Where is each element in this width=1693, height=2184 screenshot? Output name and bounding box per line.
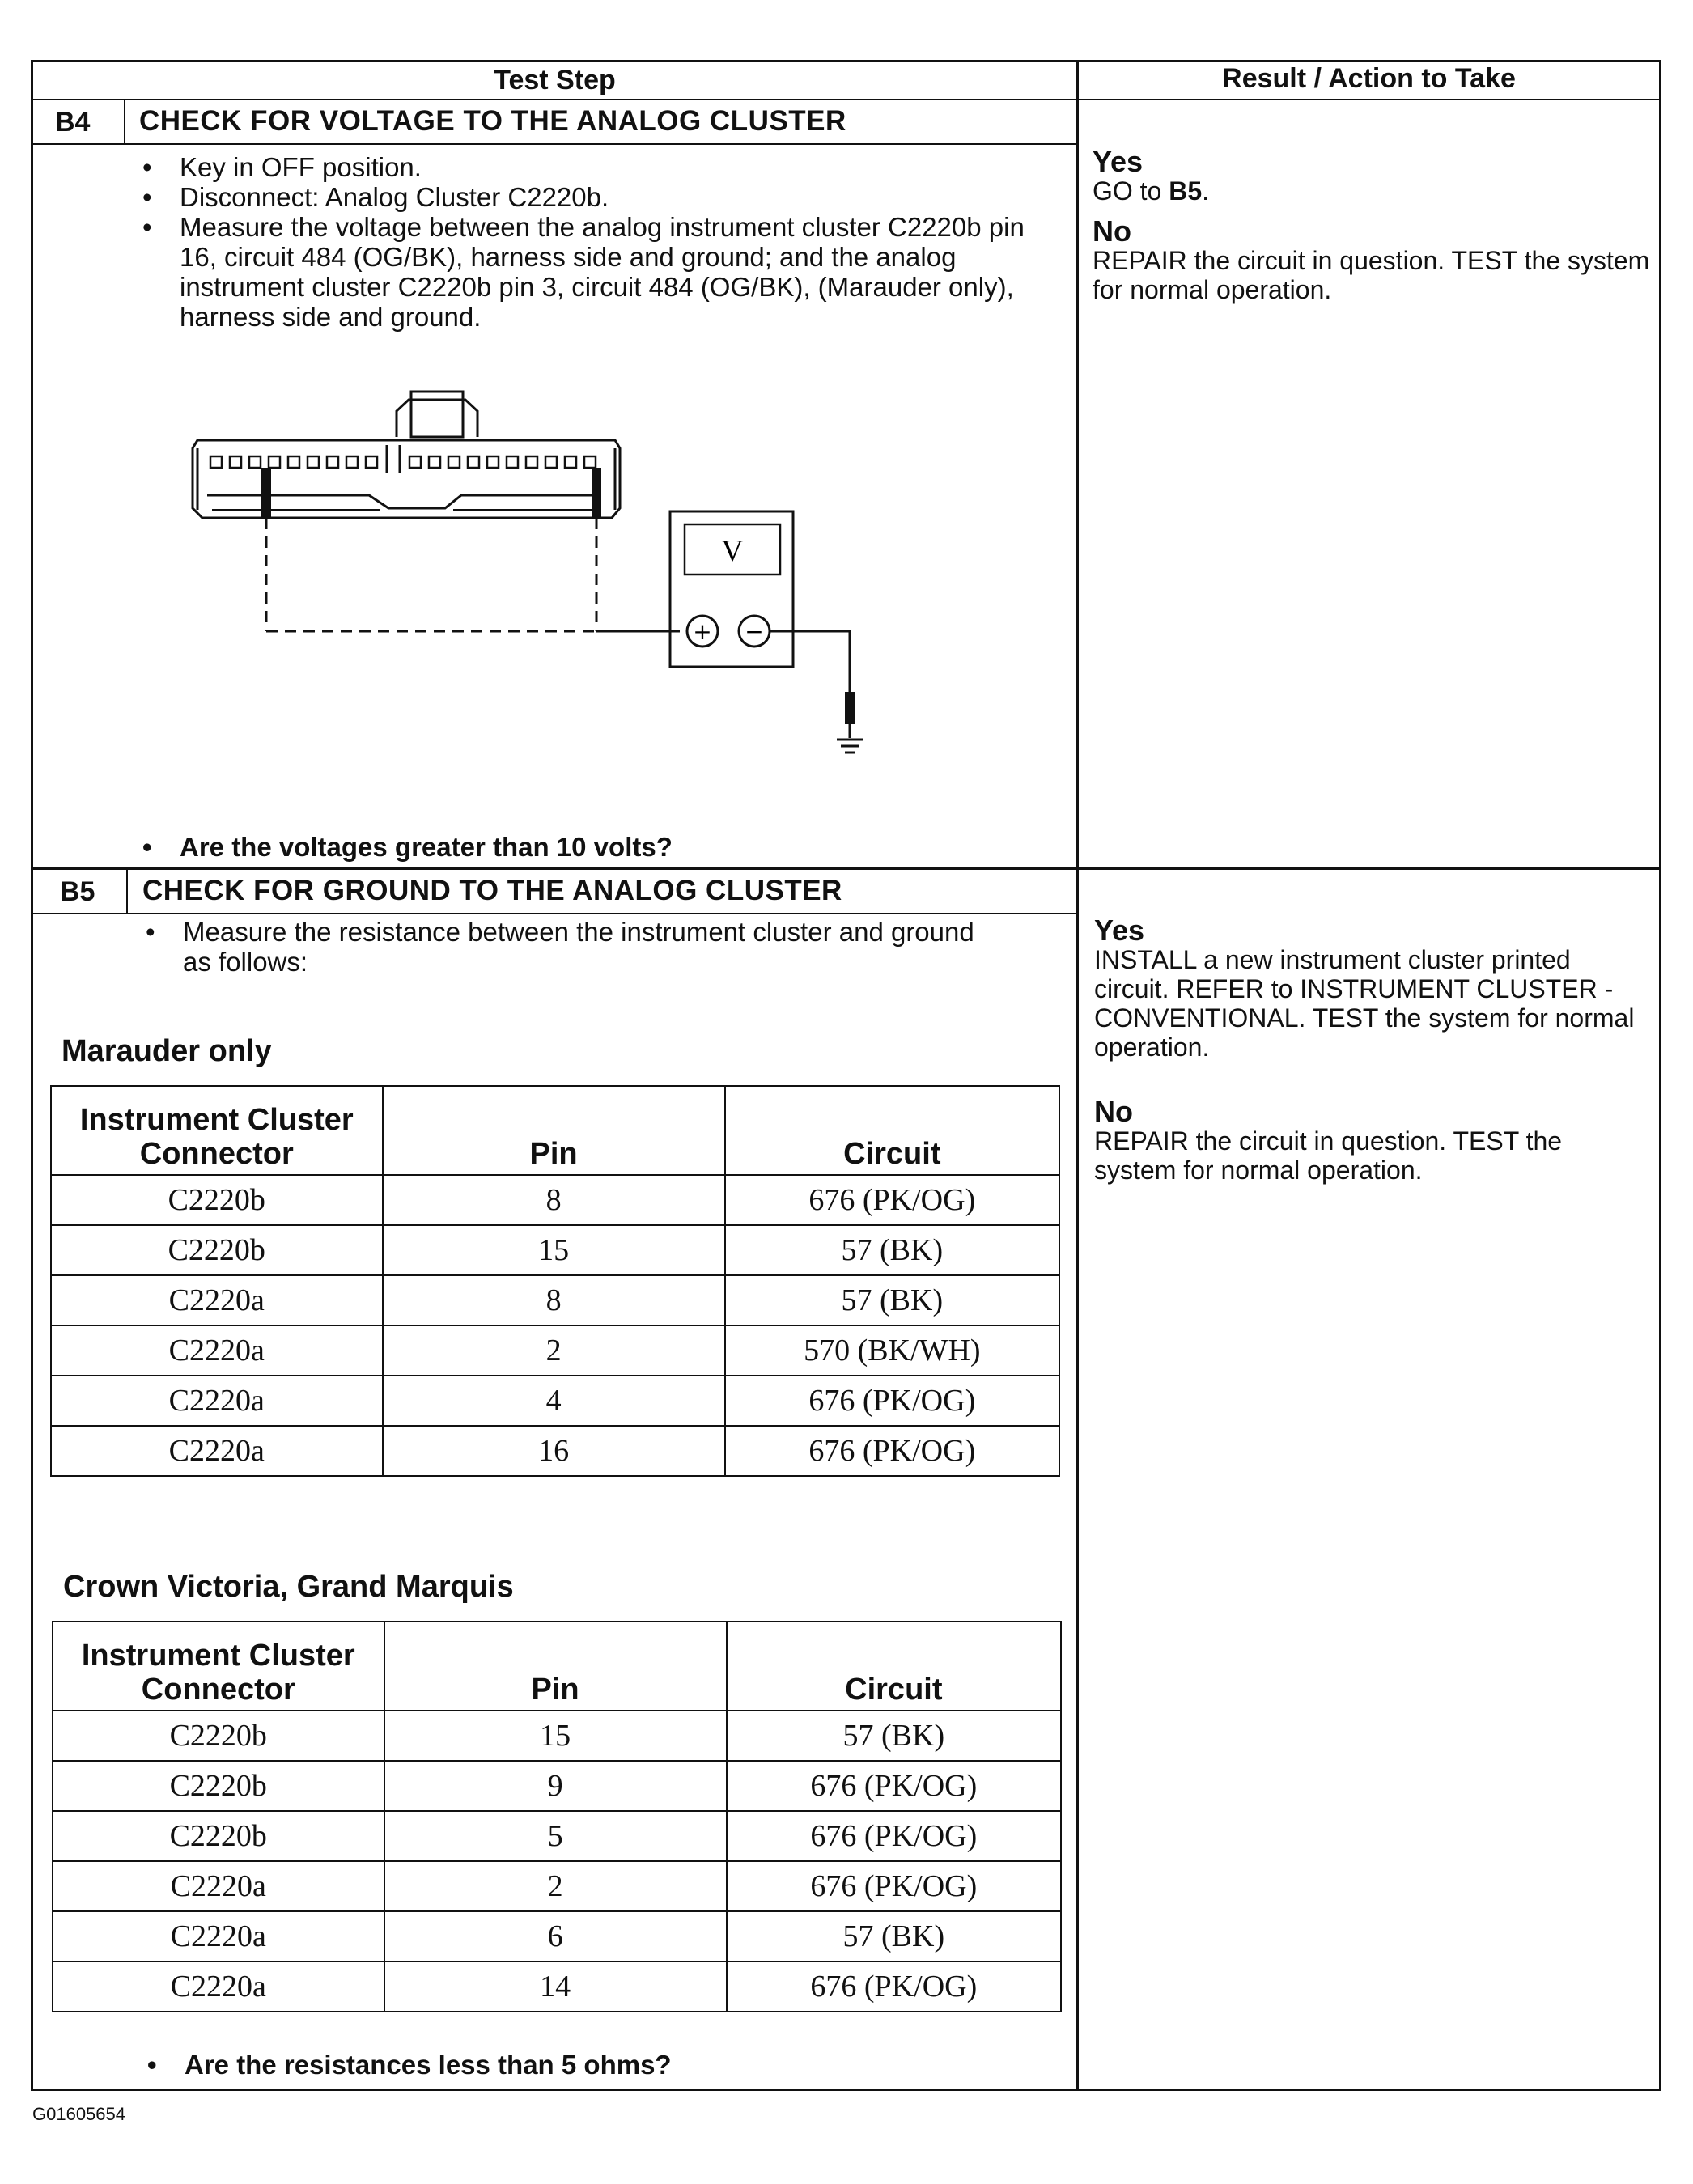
b4-result: [1093, 147, 1651, 304]
table-row: [53, 1811, 1061, 1861]
cell-connector: C2220b: [53, 1711, 384, 1761]
cell-pin: 15: [384, 1711, 727, 1761]
b5-intro-list: [138, 917, 987, 977]
cell-pin: 4: [383, 1376, 725, 1426]
cell-circuit: 57 (BK): [727, 1711, 1061, 1761]
b4-yes-goto-step: B5: [1169, 176, 1203, 206]
cell-circuit: 57 (BK): [725, 1275, 1059, 1325]
table-crown-victoria-header-connector: Instrument Cluster Connector: [53, 1622, 384, 1711]
frame-bottom: [31, 2089, 1661, 2091]
cell-circuit: 57 (BK): [727, 1911, 1061, 1961]
table-crown-victoria: [52, 1621, 1062, 2012]
table-marauder-header-connector: Instrument Cluster Connector: [51, 1086, 383, 1175]
cell-pin: 9: [384, 1761, 727, 1811]
b5-yes-action: INSTALL a new instrument cluster printed circuit. REFER to INSTRUMENT CLUSTER - CONVENTIONAL. TEST the system for normal operation.: [1094, 945, 1635, 1062]
table-row: [51, 1325, 1059, 1376]
table-row: [51, 1275, 1059, 1325]
table-row: [53, 1761, 1061, 1811]
cell-circuit: 676 (PK/OG): [725, 1175, 1059, 1225]
voltage-test-diagram: [178, 388, 890, 777]
table-row: [53, 1711, 1061, 1761]
b5-intro: • Measure the resistance between the instrument cluster and ground as follows:: [138, 917, 987, 977]
b4-step-1: • Key in OFF position.: [134, 152, 1041, 182]
table-marauder-header-circuit: Circuit: [725, 1086, 1059, 1175]
table-row: [51, 1175, 1059, 1225]
header-test-step: Test Step: [494, 65, 616, 95]
b5-result: [1094, 916, 1651, 1185]
cell-pin: 6: [384, 1911, 727, 1961]
frame-right: [1659, 60, 1661, 2091]
b4-yes-label: Yes: [1093, 145, 1144, 178]
b4-step-title: CHECK FOR VOLTAGE TO THE ANALOG CLUSTER: [139, 105, 846, 137]
ground-icon: [837, 740, 863, 753]
probe-pin-16: [261, 468, 271, 631]
cell-circuit: 570 (BK/WH): [725, 1325, 1059, 1376]
cell-circuit: 676 (PK/OG): [725, 1376, 1059, 1426]
frame-left: [31, 60, 33, 2091]
cell-connector: C2220b: [53, 1761, 384, 1811]
table-crown-victoria-header-circuit: Circuit: [727, 1622, 1061, 1711]
b5-title-bottom-rule: [31, 913, 1076, 914]
cell-pin: 8: [383, 1175, 725, 1225]
connector-c2220b-drawing: [193, 392, 620, 518]
b4-b5-divider: [31, 867, 1661, 870]
voltmeter-display-label: V: [721, 534, 744, 568]
table-crown-victoria-title: Crown Victoria, Grand Marquis: [63, 1570, 514, 1604]
cell-pin: 5: [384, 1811, 727, 1861]
probe-pin-3: [592, 468, 601, 631]
header-result-action: Result / Action to Take: [1222, 63, 1516, 94]
b5-question: • Are the resistances less than 5 ohms?: [139, 2050, 1029, 2080]
b4-yes-text-prefix: GO to: [1093, 176, 1169, 206]
cell-connector: C2220b: [53, 1811, 384, 1861]
b5-yes-label: Yes: [1094, 914, 1145, 947]
cell-connector: C2220a: [53, 1961, 384, 2012]
b4-no-action: REPAIR the circuit in question. TEST the system for normal operation.: [1093, 246, 1650, 304]
cell-connector: C2220a: [53, 1861, 384, 1911]
connector-pin-cavities: [210, 456, 596, 468]
table-row: [51, 1225, 1059, 1275]
table-marauder: [50, 1085, 1060, 1477]
figure-code: G01605654: [32, 2104, 125, 2124]
b4-step-3: • Measure the voltage between the analog instrument cluster C2220b pin 16, circuit 484 (OG/BK), harness side and ground; and the analog instrument cluster C2220b pin 3, circuit 484 (OG/BK), (Marauder only), harness side and ground.: [134, 212, 1041, 332]
table-row: [51, 1376, 1059, 1426]
frame-top: [31, 60, 1661, 62]
b4-step-2: • Disconnect: Analog Cluster C2220b.: [134, 182, 1041, 212]
table-row: [51, 1426, 1059, 1476]
b4-yes-text-suffix: .: [1202, 176, 1210, 206]
cell-circuit: 57 (BK): [725, 1225, 1059, 1275]
cell-circuit: 676 (PK/OG): [727, 1811, 1061, 1861]
cell-connector: C2220a: [53, 1911, 384, 1961]
ground-lead: [770, 631, 855, 738]
b5-step-id: B5: [60, 876, 95, 907]
cell-circuit: 676 (PK/OG): [727, 1861, 1061, 1911]
b5-no-label: No: [1094, 1095, 1133, 1128]
b4-steps-list: [134, 152, 1041, 332]
header-bottom-rule: [31, 99, 1661, 100]
table-row: [53, 1861, 1061, 1911]
cell-pin: 2: [384, 1861, 727, 1911]
table-row: [53, 1911, 1061, 1961]
cell-connector: C2220a: [51, 1325, 383, 1376]
column-divider: [1076, 60, 1079, 2091]
b5-no-action: REPAIR the circuit in question. TEST the system for normal operation.: [1094, 1126, 1563, 1185]
b5-step-title: CHECK FOR GROUND TO THE ANALOG CLUSTER: [142, 875, 842, 906]
b4-yes-action: [1093, 176, 1651, 206]
b4-title-bottom-rule: [31, 143, 1076, 145]
cell-pin: 2: [383, 1325, 725, 1376]
b4-id-divider: [124, 100, 125, 144]
b4-question: • Are the voltages greater than 10 volts?: [134, 832, 1041, 863]
cell-pin: 16: [383, 1426, 725, 1476]
cell-pin: 14: [384, 1961, 727, 2012]
table-marauder-header-pin: Pin: [383, 1086, 725, 1175]
cell-pin: 15: [383, 1225, 725, 1275]
cell-circuit: 676 (PK/OG): [725, 1426, 1059, 1476]
b4-question-list: [134, 832, 1041, 863]
negative-terminal-symbol: −: [745, 618, 764, 645]
cell-connector: C2220a: [51, 1376, 383, 1426]
positive-terminal-symbol: +: [693, 618, 712, 645]
b4-no-label: No: [1093, 214, 1131, 248]
cell-connector: C2220a: [51, 1426, 383, 1476]
cell-connector: C2220a: [51, 1275, 383, 1325]
b4-step-id: B4: [55, 107, 91, 138]
table-row: [53, 1961, 1061, 2012]
cell-connector: C2220b: [51, 1175, 383, 1225]
cell-circuit: 676 (PK/OG): [727, 1761, 1061, 1811]
cell-pin: 8: [383, 1275, 725, 1325]
voltmeter: [670, 511, 793, 667]
cell-connector: C2220b: [51, 1225, 383, 1275]
cell-circuit: 676 (PK/OG): [727, 1961, 1061, 2012]
table-crown-victoria-header-pin: Pin: [384, 1622, 727, 1711]
table-marauder-title: Marauder only: [62, 1034, 272, 1068]
b5-question-list: [139, 2050, 1029, 2080]
b5-id-divider: [126, 870, 128, 914]
